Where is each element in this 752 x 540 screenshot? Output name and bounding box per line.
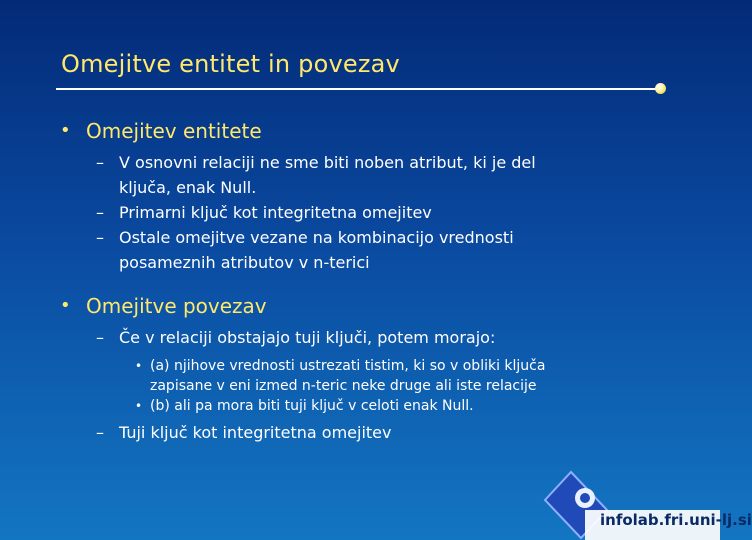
infolab-logo-icon	[545, 468, 720, 540]
sub-item: – Tuji ključ kot integritetna omejitev	[56, 420, 676, 445]
dash-icon: –	[96, 328, 104, 347]
logo-text: infolab.fri.uni-lj.si	[600, 511, 752, 529]
bullet-dot-icon: •	[60, 295, 71, 316]
sub-item: – Ostale omejitve vezane na kombinacijo vrednosti posameznih atributov v n-terici	[56, 225, 676, 275]
slide-content	[56, 118, 676, 445]
dash-icon: –	[96, 203, 104, 222]
sub-item: – Primarni ključ kot integritetna omejitev	[56, 200, 676, 225]
title-divider	[56, 88, 660, 90]
sub-sub-item: • (a) njihove vrednosti ustrezati tistim, ki so v obliki ključa zapisane v eni izmed n-teric neke druge ali iste relacije	[135, 358, 546, 394]
bullet-dot-icon: •	[135, 399, 143, 413]
sub-sub-item: • (b) ali pa mora biti tuji ključ v celoti enak Null.	[135, 398, 474, 414]
sub-item: – Če v relaciji obstajajo tuji ključi, potem morajo:	[56, 325, 676, 350]
bullet-omejitve-povezav: • Omejitve povezav	[60, 294, 267, 318]
dash-icon: –	[96, 228, 104, 247]
divider-dot-icon	[655, 83, 666, 94]
sub-item: – V osnovni relaciji ne sme biti noben atribut, ki je del ključa, enak Null.	[56, 150, 676, 200]
bullet-dot-icon: •	[135, 359, 143, 373]
bullet-dot-icon: •	[60, 120, 71, 141]
dash-icon: –	[96, 153, 104, 172]
dash-icon: –	[96, 423, 104, 442]
slide-title: Omejitve entitet in povezav	[61, 50, 400, 78]
bullet-omejitev-entitete: • Omejitev entitete	[60, 119, 262, 143]
